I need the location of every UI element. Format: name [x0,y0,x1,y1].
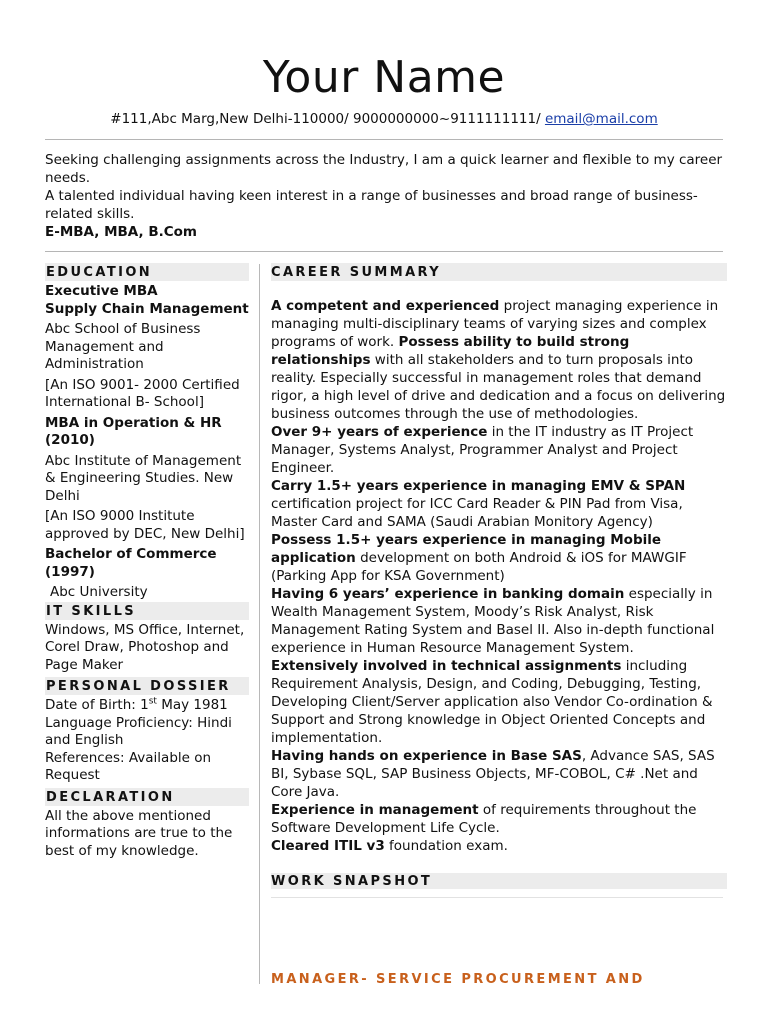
email-link[interactable]: email@mail.com [544,111,658,127]
exec-mba: Executive MBA [45,283,158,299]
column-divider [259,264,260,984]
career-text-3: certification project for ICC Card Reader & PIN Pad from Visa, Master Card and SAMA (Saudi Arabian Monitory Agency) [271,496,683,530]
contact-text: #111,Abc Marg,New Delhi-110000/ 9000000000~9111111111/ [110,111,545,127]
left-column [45,263,249,863]
career-para-9 [271,837,727,855]
career-para-7 [271,747,727,801]
career-text-4: development on both Android & iOS for MAWGIF (Parking App for KSA Government) [271,550,687,584]
contact-line [0,111,768,127]
declaration-text: All the above mentioned informations are true to the best of my knowledge. [45,807,233,859]
iso-2: [An ISO 9000 Institute approved by DEC, New Delhi] [45,508,245,542]
career-text-8: of requirements throughout the Software Development Life Cycle. [271,802,697,836]
career-bold-8: Experience in management [271,802,479,818]
objective-divider [45,251,723,252]
career-para-1 [271,297,727,423]
declaration-heading: DECLARATION [45,788,249,806]
career-bold-1: A competent and experienced [271,298,500,314]
iso-1: [An ISO 9001- 2000 Certified International B- School] [45,376,240,410]
career-bold-6: Extensively involved in technical assignments [271,658,622,674]
dob-sup: st [148,696,157,707]
career-text-6: including Requirement Analysis, Design, and Coding, Debugging, Testing, Developing Client/Server application also Vendor Co-ordination & Support and Strong knowledge in Object Oriented Concepts and implementation. [271,658,713,746]
career-para-5 [271,585,727,657]
career-text-2: in the IT industry as IT Project Manager, Systems Analyst, Programmer Analyst and Project Engineer. [271,424,694,476]
career-bold-5: Having 6 years’ experience in banking domain [271,586,625,602]
mba-degree: MBA in Operation & HR (2010) [45,414,222,448]
career-para-6 [271,657,727,747]
career-text-7: , Advance SAS, SAS BI, Sybase SQL, SAP Business Objects, MF-COBOL, C# .Net and Core Java. [271,748,715,800]
career-bold-1b: Possess ability to build strong relationships [271,334,630,368]
header-divider [45,139,723,140]
work-snapshot-heading: WORK SNAPSHOT [271,873,727,889]
career-heading: CAREER SUMMARY [271,263,727,281]
dob-label: Date of Birth: 1 [45,697,149,713]
school-1: Abc School of Business Management and Administration [45,321,201,372]
career-para-3 [271,477,727,531]
references: References: Available on Request [45,749,212,783]
career-para-2 [271,423,727,477]
objective-section [45,151,725,241]
dob [45,697,249,715]
career-bold-2: Over 9+ years of experience [271,424,488,440]
career-bold-9: Cleared ITIL v3 [271,838,385,854]
right-column [271,263,727,905]
career-para-4 [271,531,727,585]
bcom-degree: Bachelor of Commerce (1997) [45,546,217,580]
school-2: Abc Institute of Management & Engineering Studies. New Delhi [45,452,242,504]
it-skills-heading: IT SKILLS [45,602,249,620]
work-snapshot-underline [271,897,723,898]
candidate-name: Your Name [262,52,506,103]
career-text-1: project managing experience in managing multi-disciplinary teams of varying sizes and complex programs of work. [271,298,719,350]
degrees-line: E-MBA, MBA, B.Com [45,224,197,240]
career-bold-3: Carry 1.5+ years experience in managing EMV & SPAN [271,478,686,494]
objective-line-1: Seeking challenging assignments across the Industry, I am a quick learner and flexible to my career needs. [45,152,723,186]
dossier-heading: PERSONAL DOSSIER [45,677,249,695]
education-heading: EDUCATION [45,263,249,281]
career-text-5: especially in Wealth Management System, Moody’s Risk Analyst, Risk Management Rating System and Basel II. Also in-depth functional experience in Human Resource Management System. [271,586,715,656]
language: Language Proficiency: Hindi and English [45,714,232,748]
it-skills-text: Windows, MS Office, Internet, Corel Draw, Photoshop and Page Maker [45,621,245,673]
objective-line-2: A talented individual having keen interest in a range of businesses and broad range of business-related skills. [45,188,698,222]
career-text-1b: with all stakeholders and to turn proposals into reality. Especially successful in management roles that demand rigor, a high level of drive and dedication and a focus on delivering business outcomes through the use of methodologies. [271,352,726,422]
career-bold-7: Having hands on experience in Base SAS [271,748,582,764]
dob-rest: May 1981 [156,697,228,713]
career-text-9: foundation exam. [384,838,508,854]
career-para-8 [271,801,727,837]
career-bold-4: Possess 1.5+ years experience in managing Mobile application [271,532,662,566]
university: Abc University [50,584,148,600]
job-role-title: MANAGER- SERVICE PROCUREMENT AND [271,972,645,987]
supply-chain: Supply Chain Management [45,300,249,317]
